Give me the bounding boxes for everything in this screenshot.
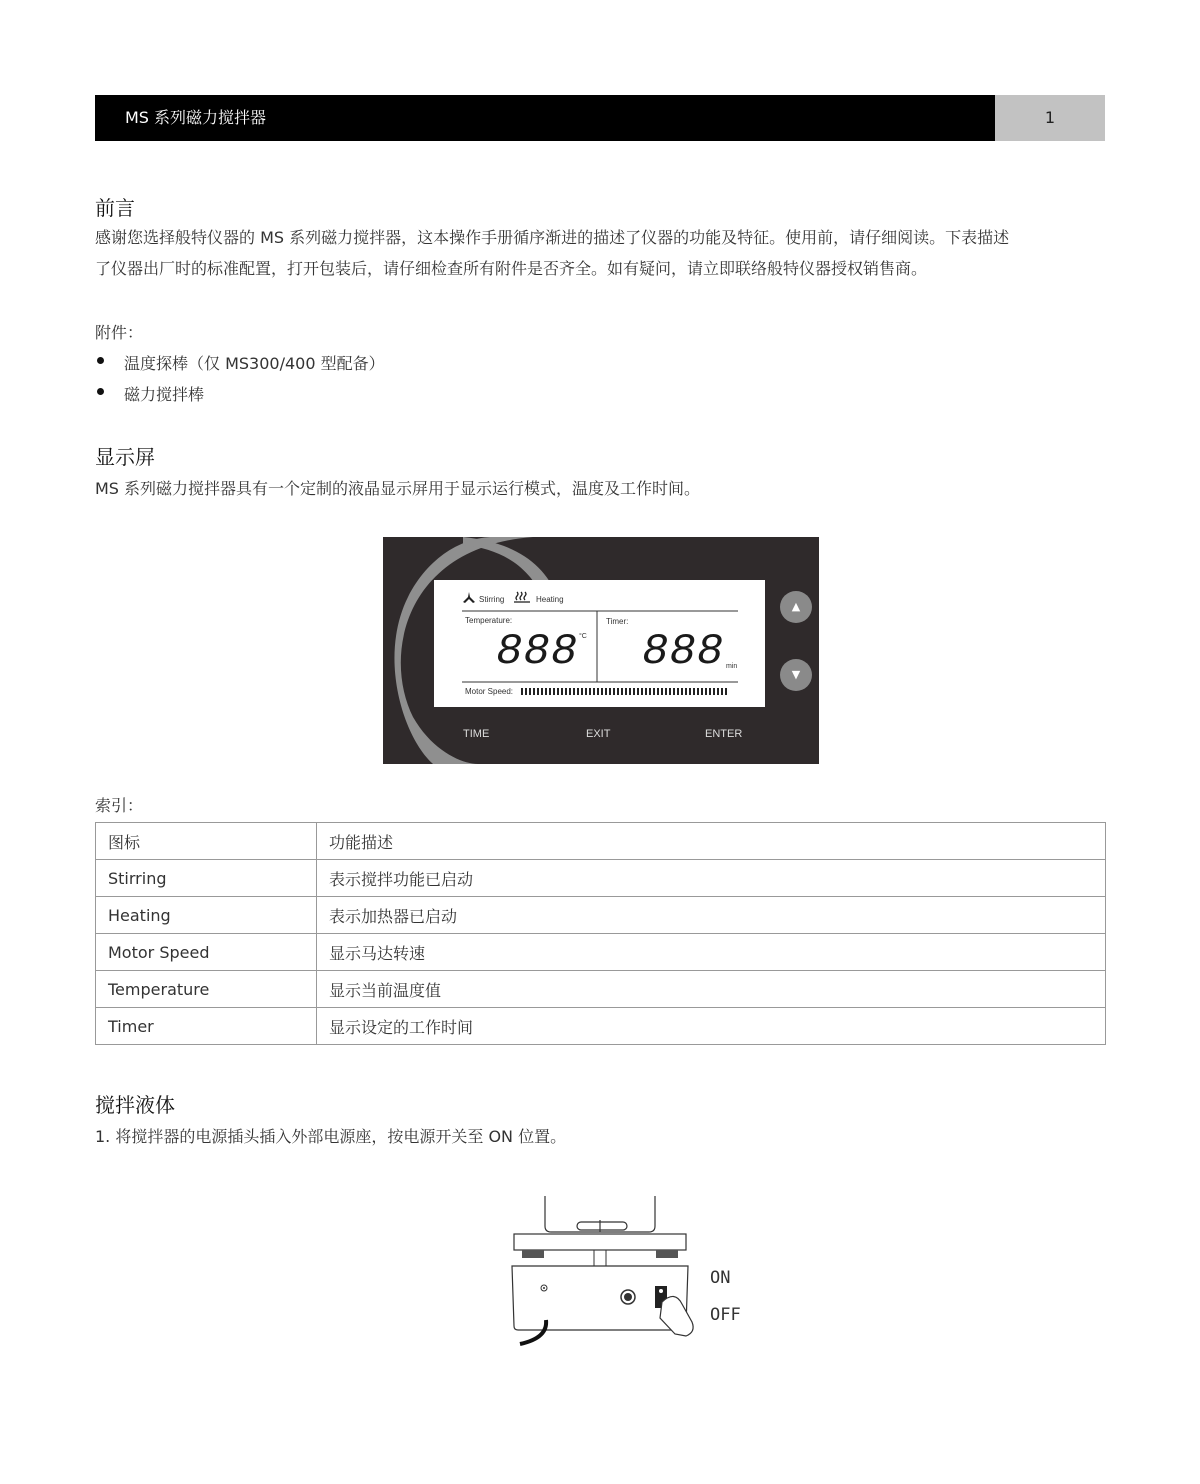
- time-button[interactable]: TIME: [463, 728, 490, 740]
- lcd-heating-label: Heating: [536, 595, 564, 604]
- preface-heading: 前言: [95, 196, 135, 220]
- table-row: [96, 823, 1106, 860]
- table-row: [96, 897, 1106, 934]
- table-row: [96, 860, 1106, 897]
- accessory-item-stir-bar: 磁力搅拌棒: [124, 385, 205, 404]
- lcd-timer-label: Timer:: [606, 617, 629, 626]
- table-cell: 表示搅拌功能已启动: [317, 860, 1106, 897]
- lcd-stirring-label: Stirring: [479, 595, 505, 604]
- table-cell: 显示设定的工作时间: [317, 1008, 1106, 1045]
- table-cell: Stirring: [96, 860, 317, 897]
- accessory-item-probe: 温度探棒（仅 MS300/400 型配备）: [124, 354, 385, 373]
- table-cell: Heating: [96, 897, 317, 934]
- preface-line-2: 了仪器出厂时的标准配置，打开包装后，请仔细检查所有附件是否齐全。如有疑问，请立即联络般特仪器授权销售商。: [95, 259, 928, 278]
- table-cell: Motor Speed: [96, 934, 317, 971]
- stirring-fan-icon: [462, 592, 476, 604]
- table-cell: Timer: [96, 1008, 317, 1045]
- up-arrow-button[interactable]: ▲: [780, 591, 812, 623]
- page-header-title: MS 系列磁力搅拌器: [95, 95, 995, 141]
- table-cell: 显示马达转速: [317, 934, 1106, 971]
- table-row: [96, 934, 1106, 971]
- index-label: 索引：: [95, 796, 144, 815]
- index-table: [95, 822, 1106, 1045]
- switch-on-label: ON: [710, 1268, 731, 1288]
- table-cell: 显示当前温度值: [317, 971, 1106, 1008]
- display-description: MS 系列磁力搅拌器具有一个定制的液晶显示屏用于显示运行模式，温度及工作时间。: [95, 479, 701, 498]
- stirrer-switch-figure: [500, 1190, 700, 1350]
- lcd-screen: [434, 580, 765, 707]
- stirring-liquid-heading: 搅拌液体: [95, 1093, 175, 1117]
- lcd-timer-unit: min: [726, 663, 738, 670]
- exit-button[interactable]: EXIT: [586, 728, 611, 740]
- table-row: [96, 971, 1106, 1008]
- table-cell: Temperature: [96, 971, 317, 1008]
- lcd-temperature-unit: °C: [579, 633, 587, 640]
- down-arrow-button[interactable]: ▼: [780, 659, 812, 691]
- preface-line-1: 感谢您选择般特仪器的 MS 系列磁力搅拌器，这本操作手册循序渐进的描述了仪器的功能及特征。使用前，请仔细阅读。下表描述: [95, 228, 1010, 247]
- switch-off-label: OFF: [710, 1305, 741, 1325]
- lcd-timer-digits: 888: [642, 627, 725, 677]
- lcd-motor-speed-label: Motor Speed:: [465, 687, 514, 696]
- page-number: 1: [995, 95, 1105, 141]
- display-heading: 显示屏: [95, 445, 155, 469]
- lcd-temperature-label: Temperature:: [465, 616, 513, 625]
- accessories-label: 附件：: [95, 323, 144, 342]
- bullet-icon: [97, 357, 104, 364]
- table-row: [96, 1008, 1106, 1045]
- table-cell: 表示加热器已启动: [317, 897, 1106, 934]
- heating-icon: [514, 591, 530, 603]
- enter-button[interactable]: ENTER: [705, 728, 743, 740]
- table-cell: 图标: [96, 823, 317, 860]
- stirring-liquid-step-1: 1. 将搅拌器的电源插头插入外部电源座，按电源开关至 ON 位置。: [95, 1127, 567, 1146]
- lcd-temperature-digits: 888: [496, 627, 579, 677]
- lcd-panel-figure: [383, 537, 819, 764]
- motor-speed-bar: [521, 688, 729, 695]
- bullet-icon: [97, 388, 104, 395]
- table-cell: 功能描述: [317, 823, 1106, 860]
